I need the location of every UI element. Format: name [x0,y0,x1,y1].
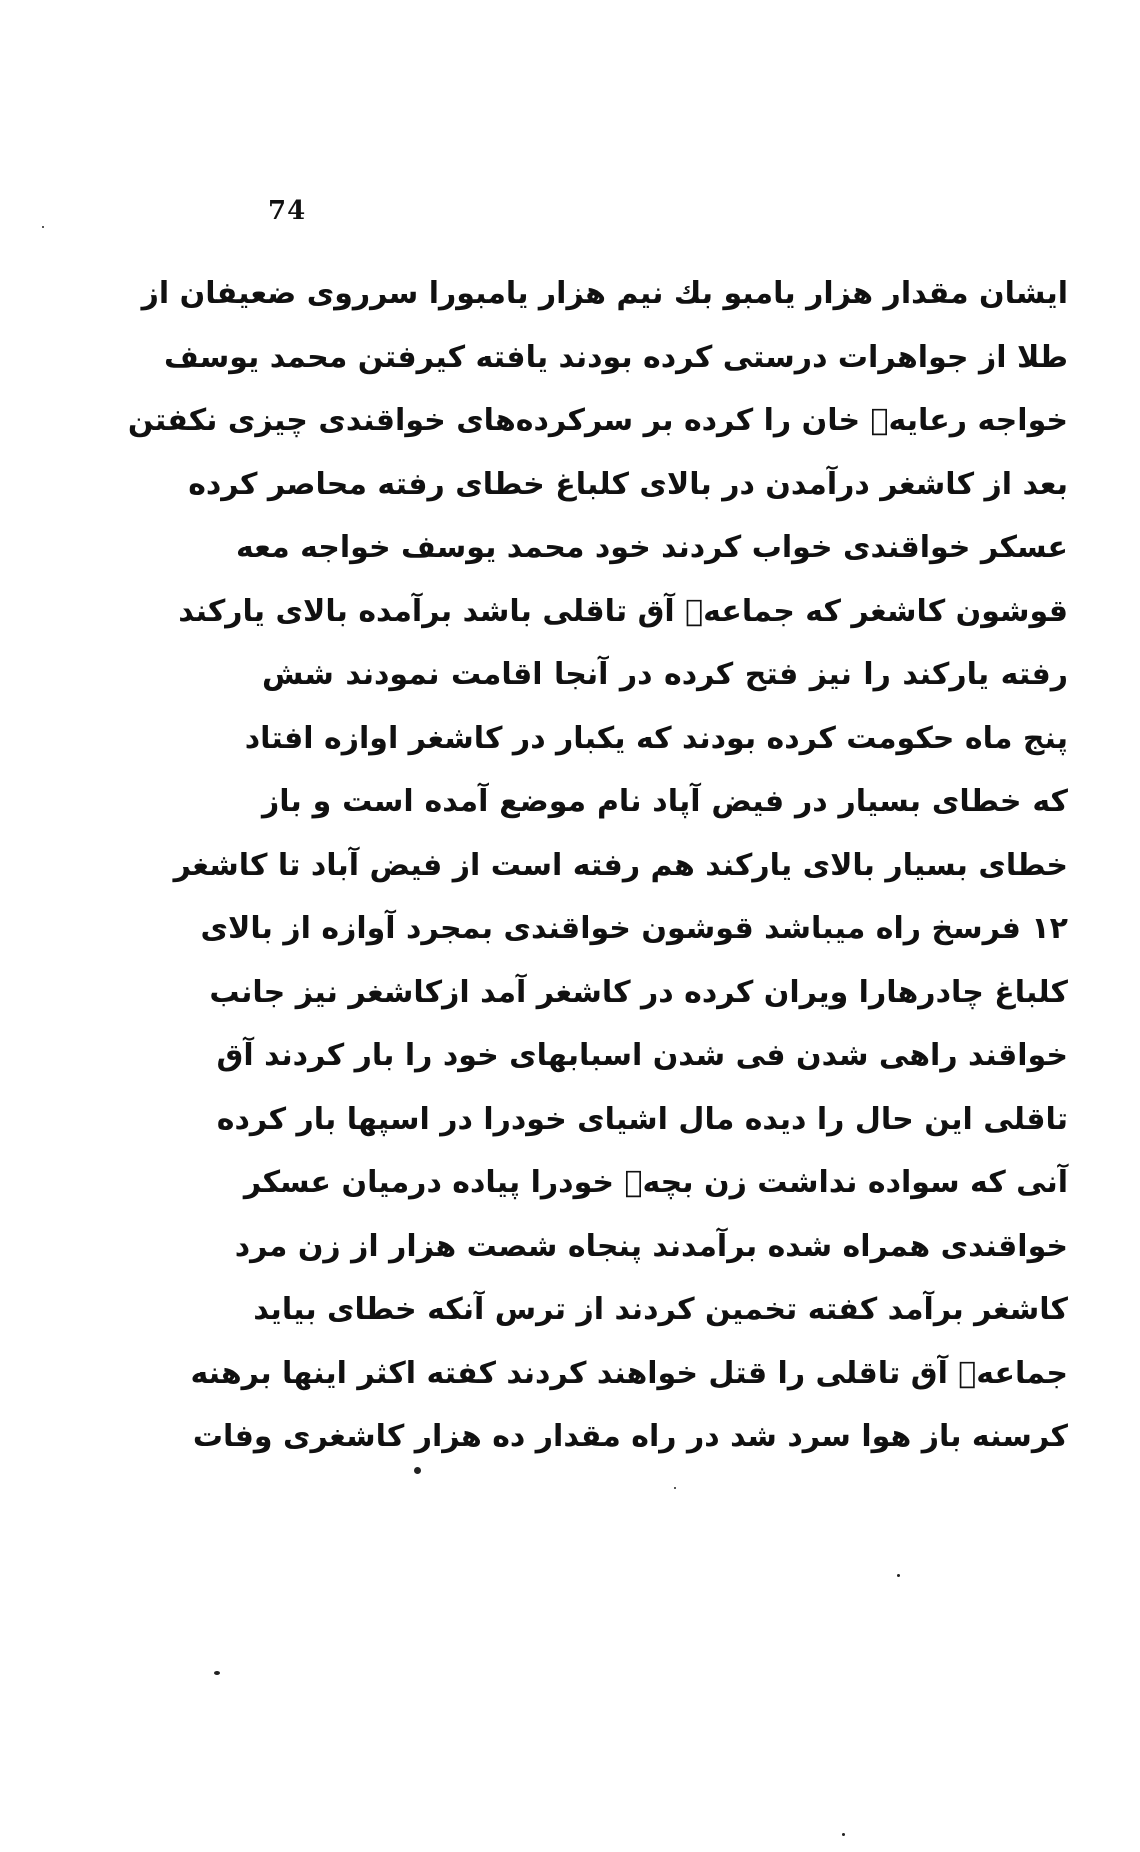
text-line: کرسنه باز هوا سرد شد در راه مقدار ده هزار کاشغری وفات [192,1419,1068,1454]
page-number: 74 [268,196,307,226]
scan-speck [842,1833,845,1836]
text-line: کاشغر برآمد کفته تخمین کردند از ترس آنکه خطای بیاید [253,1292,1068,1327]
text-line: ۱۲ فرسخ راه میباشد قوشون خواقندی بمجرد آوازه از بالای [200,911,1068,946]
text-line: که خطای بسیار در فیض آپاد نام موضع آمده است و باز [262,784,1068,819]
text-line: ایشان مقدار هزار یامبو بك نیم هزار یامبورا سرروی ضعیفان از [141,276,1068,311]
text-line: بعد از کاشغر درآمدن در بالای کلباغ خطای رفته محاصر کرده [188,466,1068,502]
text-line: پنج ماه حکومت کرده بودند که یکبار در کاشغر اوازه افتاد [244,720,1068,756]
scan-speck [674,1487,676,1489]
text-line: خواقند راهی شدن فی شدن اسبابهای خود را بار کردند آق [216,1038,1068,1073]
text-line: طلا از جواهرات درستی کرده بودند یافته کیرفتن محمد یوسف [163,339,1068,375]
body-text [127,262,1068,1469]
text-line: خواجه رعایه٘ خان را کرده بر سرکرده‌های خواقندی چیزی نکفتن [127,403,1068,438]
text-line: رفته یارکند را نیز فتح کرده در آنجا اقامت نمودند شش [262,657,1068,692]
text-line: تاقلی این حال را دیده مال اشیای خودرا در اسپها بار کرده [216,1101,1068,1137]
text-line: جماعه٘ آق تاقلی را قتل خواهند کردند کفته اکثر اینها برهنه [190,1355,1068,1391]
text-line: عسکر خواقندی خواب کردند خود محمد یوسف خواجه معه [235,530,1068,565]
text-line: خطای بسیار بالای یارکند هم رفته است از فیض آباد تا کاشغر [173,847,1068,883]
text-line: خواقندی همراه شده برآمدند پنجاه شصت هزار از زن مرد [234,1228,1068,1264]
scan-speck [42,226,44,228]
scan-speck [214,1671,220,1675]
scan-speck [414,1467,421,1474]
scan-speck [897,1574,900,1577]
text-line: کلباغ چادرهارا ویران کرده در کاشغر آمد ازکاشغر نیز جانب [209,974,1068,1010]
text-line: آنی که سواده نداشت زن بچه٘ خودرا پیاده درمیان عسکر [243,1165,1068,1200]
text-line: قوشون کاشغر که جماعه٘ آق تاقلی باشد برآمده بالای یارکند [178,593,1068,629]
